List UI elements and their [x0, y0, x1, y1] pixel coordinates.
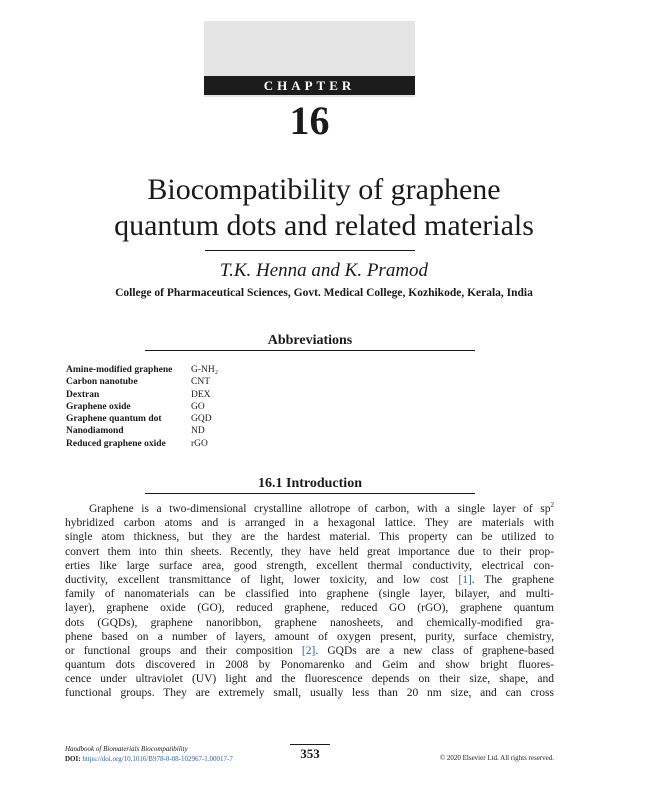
text-line: layer), graphene oxide (GO), reduced graphene, reduced GO (rGO), graphene quantum — [65, 602, 554, 615]
abbreviation-code: ND — [191, 426, 205, 437]
text-line — [65, 502, 554, 516]
title-line-2: quantum dots and related materials — [114, 209, 534, 242]
text-line: dots (GQDs), graphene nanoribbon, graphene nanosheets, and chemically-modified gra- — [65, 616, 554, 629]
footer-source — [65, 744, 233, 764]
authors: T.K. Henna and K. Pramod — [219, 260, 429, 281]
abbreviations-list — [66, 364, 218, 450]
abbreviations-divider — [145, 350, 475, 351]
abbreviation-row — [66, 401, 218, 413]
handbook-title: Handbook of Biomaterials Biocompatibility — [65, 745, 188, 753]
introduction-paragraph — [65, 502, 554, 701]
abbreviations-heading: Abbreviations — [267, 333, 353, 348]
abbreviation-row — [66, 376, 218, 388]
section-divider — [145, 493, 475, 494]
text-fragment: or functional groups and their composition — [65, 644, 302, 657]
abbreviation-row — [66, 438, 218, 450]
abbreviation-term: Amine-modified graphene — [66, 365, 173, 375]
chapter-number: 16 — [289, 98, 330, 143]
abbreviation-term: Dextran — [66, 389, 100, 400]
citation-link[interactable]: [2] — [301, 644, 316, 657]
text-fragment: . The graphene — [471, 573, 554, 586]
abbreviation-code: CNT — [191, 377, 210, 388]
abbreviation-row — [66, 364, 218, 376]
doi-link[interactable]: https://doi.org/10.1016/B978-0-08-102967-1.00017-7 — [82, 755, 233, 763]
section-heading: 16.1 Introduction — [258, 476, 362, 491]
abbreviation-code: G-NH₂ — [191, 365, 219, 375]
text-line: cence under ultraviolet (UV) light and the fluorescence depends on their size, shape, and — [65, 673, 554, 686]
affiliation: College of Pharmaceutical Sciences, Govt. Medical College, Kozhikode, Kerala, India — [115, 287, 533, 299]
copyright: © 2020 Elsevier Ltd. All rights reserved. — [439, 754, 554, 762]
abbreviation-code: DEX — [191, 389, 211, 400]
text-line: functional groups. They are extremely small, usually less than 20 nm size, and can cross — [65, 687, 554, 700]
citation-link[interactable]: [1] — [458, 573, 472, 586]
text-line: quantum dots discovered in 2008 by Ponomarenko and Geim and show bright fluores- — [65, 659, 554, 672]
text-fragment: . GQDs are a new class of graphene-based — [315, 644, 555, 657]
abbreviation-term: Carbon nanotube — [66, 377, 138, 388]
abbreviation-row — [66, 413, 218, 425]
abbreviation-term: Nanodiamond — [66, 426, 124, 437]
text-line: erties like large surface area, good strength, excellent thermal conductivity, electrical con- — [65, 559, 554, 572]
doi-line — [65, 754, 233, 764]
title-line-1: Biocompatibility of graphene — [147, 173, 501, 206]
text-line — [65, 644, 554, 658]
text-line: hybridized carbon atoms and is arranged in a hexagonal lattice. They are materials with — [65, 517, 554, 530]
text-fragment: Graphene is a two-dimensional crystalline allotrope of carbon, with a single layer of sp — [89, 503, 551, 515]
text-fragment: ductivity, excellent transmittance of light, lower toxicity, and low cost — [65, 573, 459, 586]
page-number: 353 — [300, 746, 320, 761]
abbreviation-row — [66, 389, 218, 401]
abbreviation-code: GO — [191, 401, 205, 412]
abbreviation-term: Graphene oxide — [66, 401, 131, 412]
chapter-title — [30, 172, 618, 244]
page-number-rule — [290, 744, 330, 745]
abbreviation-code: rGO — [191, 438, 208, 449]
abbreviation-code: GQD — [191, 414, 212, 425]
abbreviation-row — [66, 425, 218, 437]
abbreviation-term: Reduced graphene oxide — [66, 438, 166, 449]
superscript: 2 — [550, 501, 554, 509]
title-divider — [205, 250, 415, 251]
text-line: family of nanomaterials can be classified into graphene (single layer, bilayer, and multi- — [65, 588, 554, 601]
text-line: phene based on a number of layers, amount of oxygen present, purity, surface chemistry, — [65, 630, 554, 643]
text-line: convert them into thin sheets. Recently, they have held great importance due to their prop- — [65, 545, 554, 558]
text-line — [65, 573, 554, 587]
chapter-label: CHAPTER — [204, 76, 415, 95]
abbreviation-term: Graphene quantum dot — [66, 414, 162, 425]
text-line: single atom thickness, but they are the hardest material. This property can be utilized to — [65, 531, 554, 544]
doi-label: DOI: — [65, 755, 81, 763]
